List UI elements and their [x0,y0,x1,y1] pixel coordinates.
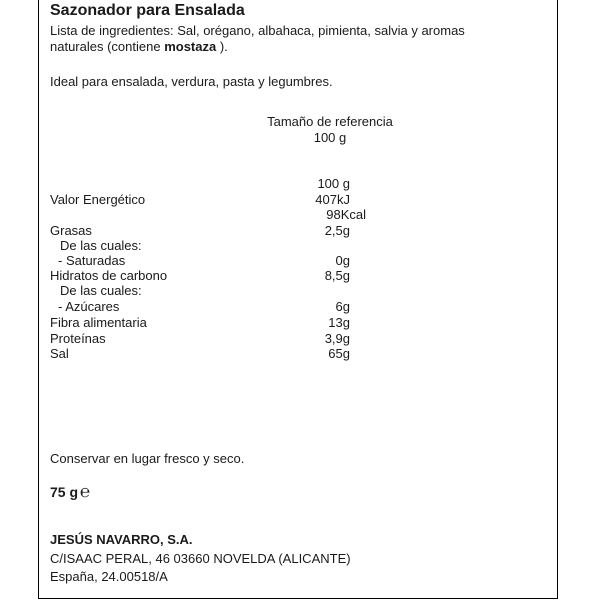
ingredients-text [50,23,490,55]
nutrition-column-header: 100 g [317,176,350,191]
protein-label: Proteínas [50,331,106,346]
carbs-label: Hidratos de carbono [50,268,168,283]
allergen-mustard: mostaza [164,39,217,54]
saturated-value: 0g [335,253,350,268]
net-weight [50,483,90,501]
saturated-label: - Saturadas [58,253,126,268]
energy-label: Valor Energético [50,192,146,207]
usage-text: Ideal para ensalada, verdura, pasta y legumbres. [50,74,333,89]
carbs-value: 8,5g [324,268,350,283]
net-weight-value: 75 g [50,484,79,500]
registry-code: España, 24.00518/A [50,569,168,584]
product-title: Sazonador para Ensalada [50,2,245,19]
salt-label: Sal [50,346,69,361]
reference-size-amount: 100 g [313,130,347,145]
fat-label: Grasas [50,223,92,238]
protein-value: 3,9g [324,331,350,346]
energy-kcal-value: 98Kcal [326,207,366,222]
fat-value: 2,5g [324,223,350,238]
company-name: JESÚS NAVARRO, S.A. [50,532,193,547]
storage-text: Conservar en lugar fresco y seco. [50,451,245,466]
fiber-value: 13g [328,315,350,330]
energy-kj-value: 407kJ [315,192,350,207]
ingredients-prefix: Lista de ingredientes: Sal, orégano, albahaca, pimienta, salvia y aromas naturales (contiene [50,23,465,54]
fat-sub-label: De las cuales: [60,238,142,253]
reference-size-label: Tamaño de referencia [267,114,393,129]
sugars-value: 6g [335,299,350,314]
company-address: C/ISAAC PERAL, 46 03660 NOVELDA (ALICANTE) [50,551,351,566]
carbs-sub-label: De las cuales: [60,283,142,298]
salt-value: 65g [328,346,350,361]
ingredients-suffix: ). [216,39,228,54]
fiber-label: Fibra alimentaria [50,315,147,330]
estimated-sign-icon: ℮ [80,482,91,501]
sugars-label: - Azúcares [58,299,120,314]
